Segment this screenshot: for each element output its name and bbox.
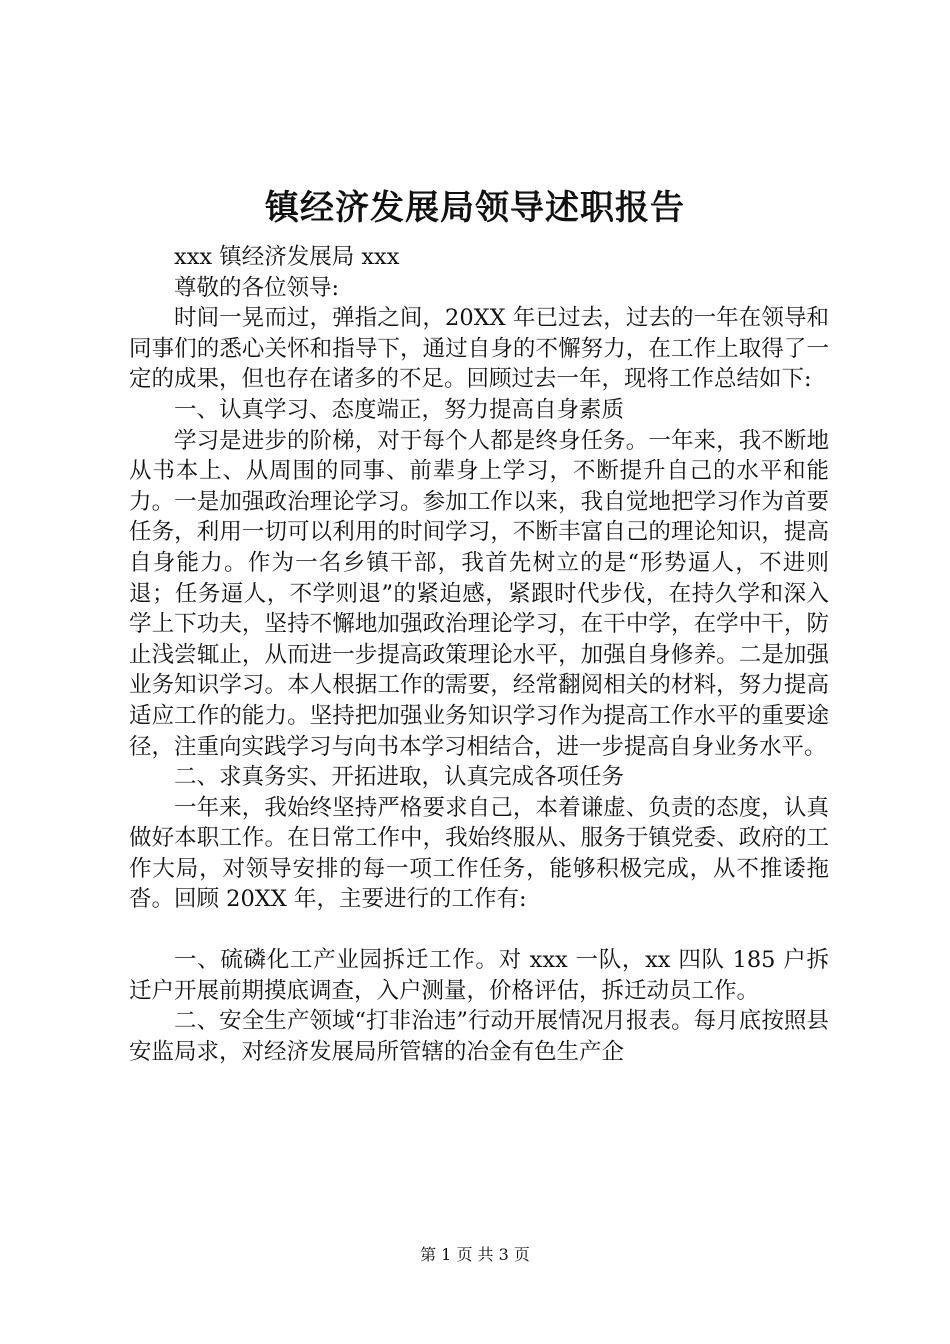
- document-title: 镇经济发展局领导述职报告: [265, 188, 685, 228]
- intro-paragraph: 时间一晃而过，弹指之间，20XX 年已过去，过去的一年在领导和同事们的悉心关怀和指导下，通过自身的不懈努力，在工作上取得了一定的成果，但也存在诸多的不足。回顾过去一年，现将工作总结如下:: [129, 305, 829, 393]
- document-body: [129, 242, 829, 1067]
- page-footer: 第 1 页 共 3 页: [420, 1245, 530, 1264]
- study-paragraph: 学习是进步的阶梯，对于每个人都是终身任务。一年来，我不断地从书本上、从周围的同事、前辈身上学习，不断提升自己的水平和能力。一是加强政治理论学习。参加工作以来，我自觉地把学习作为首要任务，利用一切可以利用的时间学习，不断丰富自己的理论知识，提高自身能力。作为一名乡镇干部，我首先树立的是“形势逼人，不进则退；任务逼人，不学则退”的紧迫感，紧跟时代步伐，在持久学和深入学上下功夫，坚持不懈地加强政治理论学习，在干中学，在学中干，防止浅尝辄止，从而进一步提高政策理论水平，加强自身修养。二是加强业务知识学习。本人根据工作的需要，经常翻阅相关的材料，努力提高适应工作的能力。坚持把加强业务知识学习作为提高工作水平的重要途径，注重向实践学习与向书本学习相结合，进一步提高自身业务水平。: [129, 427, 829, 760]
- work-item-1: 一、硫磷化工产业园拆迁工作。对 xxx 一队，xx 四队 185 户拆迁户开展前期摸底调查，入户测量，价格评估，拆迁动员工作。: [129, 947, 829, 1004]
- tasks-paragraph: 一年来，我始终坚持严格要求自己，本着谦虚、负责的态度，认真做好本职工作。在日常工作中，我始终服从、服务于镇党委、政府的工作大局，对领导安排的每一项工作任务，能够积极完成，从不推诿拖沓。回顾 20XX 年，主要进行的工作有:: [129, 794, 829, 913]
- section-heading-2: 二、求真务实、开拓进取，认真完成各项任务: [174, 764, 625, 791]
- author-line: xxx 镇经济发展局 xxx: [174, 244, 400, 270]
- work-item-2: 二、安全生产领域“打非治违”行动开展情况月报表。每月底按照县安监局求，对经济发展局所管辖的冶金有色生产企: [129, 1008, 829, 1065]
- section-heading-1: 一、认真学习、态度端正，努力提高自身素质: [174, 396, 625, 423]
- salutation: 尊敬的各位领导:: [174, 274, 340, 301]
